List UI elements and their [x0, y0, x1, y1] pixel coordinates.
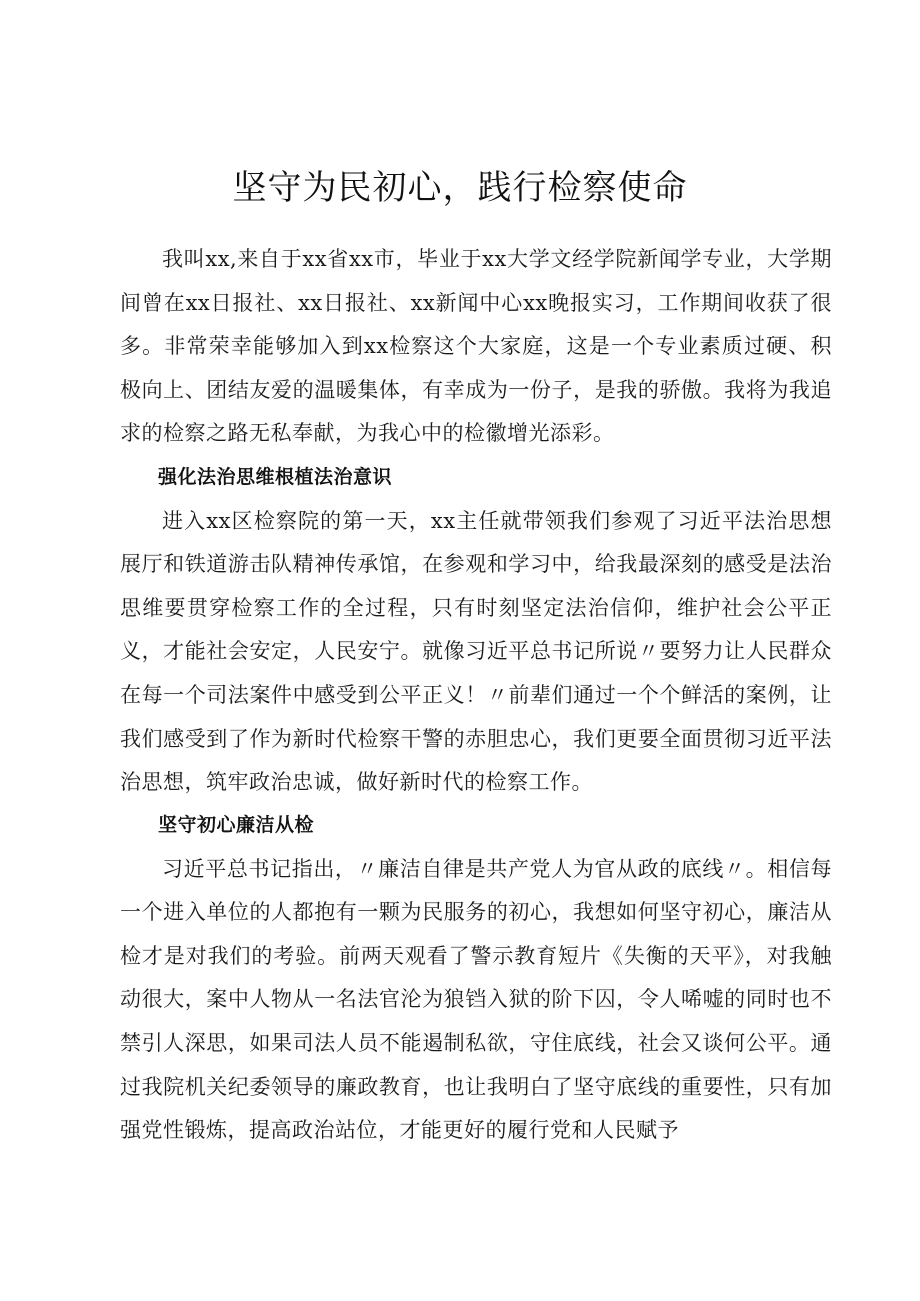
section-paragraph: 习近平总书记指出，〃廉洁自律是共产党人为官从政的底线〃。相信每一个进入单位的人都抱有一颗为民服务的初心，我想如何坚守初心，廉洁从检才是对我们的考验。前两天观看了警示教育短片《失衡的天平》，对我触动很大，案中人物从一名法官沦为狼铛入狱的阶下囚，令人唏嘘的同时也不禁引人深思，如果司法人员不能遏制私欲，守住底线，社会又谈何公平。通过我院机关纪委领导的廉政教育，也让我明白了坚守底线的重要性，只有加强党性锻炼，提高政治站位，才能更好的履行党和人民赋予 [120, 856, 832, 1143]
intro-paragraph: 我叫xx,来自于xx省xx市，毕业于xx大学文经学院新闻学专业，大学期间曾在xx日报社、xx日报社、xx新闻中心xx晚报实习，工作期间收获了很多。非常荣幸能够加入到xx检察这个大家庭，这是一个专业素质过硬、积极向上、团结友爱的温暖集体，有幸成为一份子，是我的骄傲。我将为我追求的检察之路无私奉献，为我心中的检徽增光添彩。 [120, 247, 832, 446]
intro-block [120, 238, 832, 456]
document-title: 坚守为民初心，践行检察使命 [232, 168, 688, 208]
section-2 [120, 804, 832, 1153]
section-heading: 强化法治思维根植法治意识 [158, 466, 393, 488]
section-paragraph: 进入xx区检察院的第一天，xx主任就带领我们参观了习近平法治思想展厅和铁道游击队精神传承馆，在参观和学习中，给我最深刻的感受是法治思维要贯穿检察工作的全过程，只有时刻坚定法治信仰，维护社会公平正义，才能社会安定，人民安宁。就像习近平总书记所说〃要努力让人民群众在每一个司法案件中感受到公平正义！〃前辈们通过一个个鲜活的案例，让我们感受到了作为新时代检察干警的赤胆忠心，我们更要全面贯彻习近平法治思想，筑牢政治忠诚，做好新时代的检察工作。 [120, 508, 832, 795]
section-1 [120, 456, 832, 805]
section-heading: 坚守初心廉洁从检 [158, 814, 315, 836]
